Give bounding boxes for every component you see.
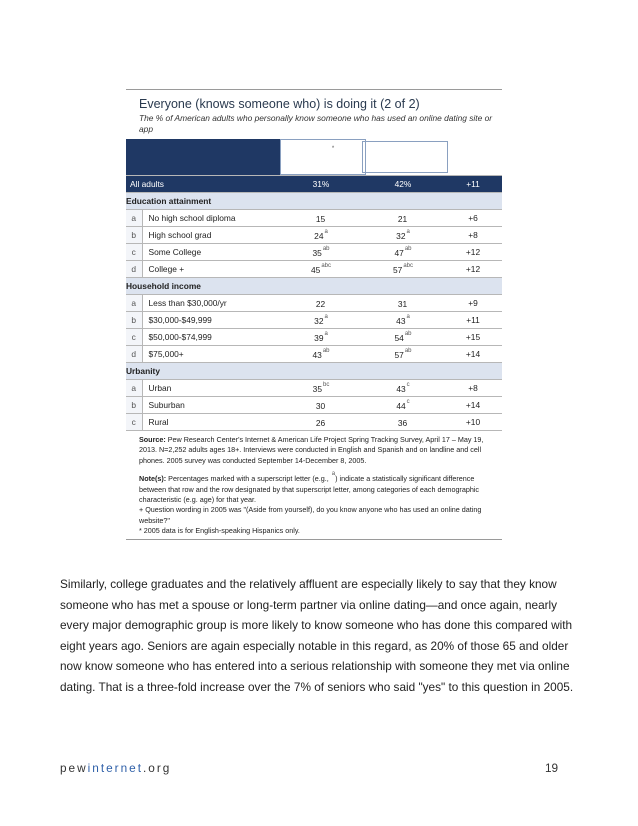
table-row: a Less than $30,000/yr 22 31 +9: [126, 295, 502, 312]
sections-body: [126, 193, 502, 431]
figure-title: Everyone (knows someone who) is doing it (2 of 2): [139, 97, 420, 111]
section-header-row: Household income: [126, 278, 502, 295]
figure-box: [126, 89, 502, 540]
table-row: c $50,000-$74,999 39$^a$ $54^{ab}$ +15: [126, 329, 502, 346]
footer-site: pewinternet.org: [60, 761, 172, 775]
section-header-row: Urbanity: [126, 363, 502, 380]
table-row: b $30,000-$49,999 32$^a$ 43$^a$ +11: [126, 312, 502, 329]
body-paragraph: Similarly, college graduates and the relatively affluent are especially likely to say that they know someone who has met a spouse or long-term partner via online dating—and once again, nearly every major demographic group is more likely to know someone who has done this compared with eight years ago. Seniors are again especially notable in this regard, as 20% of those 65 and older now know someone who has entered into a serious relationship with someone they met via online dating. That is a three-fold increase over the 7% of seniors who said "yes" to this question in 2005.: [60, 577, 574, 694]
table-row: d $75,000+ $43^{ab}$ $57^{ab}$ +14: [126, 346, 502, 363]
table-row: c Some College $35^{ab}$ $47^{ab}$ +12: [126, 244, 502, 261]
header-2013: 2013 (n=2,252): [362, 139, 444, 176]
all-adults-row: All adults 31% 42% +11: [126, 176, 502, 193]
table-row: b Suburban 30 44$^c$ +14: [126, 397, 502, 414]
table-row: a No high school diploma 15 21 +6: [126, 210, 502, 227]
table-row: a Urban $35^{bc}$ 43$^c$ +8: [126, 380, 502, 397]
table-row: b High school grad 24$^a$ 32$^a$ +8: [126, 227, 502, 244]
data-table: [126, 139, 502, 431]
figure-notes: Source: Pew Research Center's Internet & American Life Project Spring Tracking Survey, April 17 – May 19, 2013. N=2,252 adults ages 18+. Interviews were conducted in English and Spanish and on landline and cell phones. 2005 survey was conducted September 14-December 8, 2005. Note(s): Percentages marked with a superscript letter (e.g., $^a$) indicate a statistically significant difference between that row and the row designated by that superscript letter, among categories of each demographic characteristic (e.g. age) for that year. + Question wording in 2005 was "(Aside from yourself), do you know anyone who has used an online dating website?" * 2005 data is for English-speaking Hispanics only.: [126, 431, 502, 540]
table-row: c Rural 26 36 +10: [126, 414, 502, 431]
header-change: % change: [444, 139, 502, 176]
page-number: 19: [545, 761, 559, 775]
table-row: d College + $45^{abc}$ $57^{abc}$ +12: [126, 261, 502, 278]
header-2005: 2005* (n=3,215): [280, 139, 362, 176]
figure-subtitle: The % of American adults who personally know someone who has used an online dating site or app: [139, 113, 493, 134]
figure-top-rule: [126, 89, 502, 90]
section-header-row: Education attainment: [126, 193, 502, 210]
header-row: [126, 139, 502, 176]
